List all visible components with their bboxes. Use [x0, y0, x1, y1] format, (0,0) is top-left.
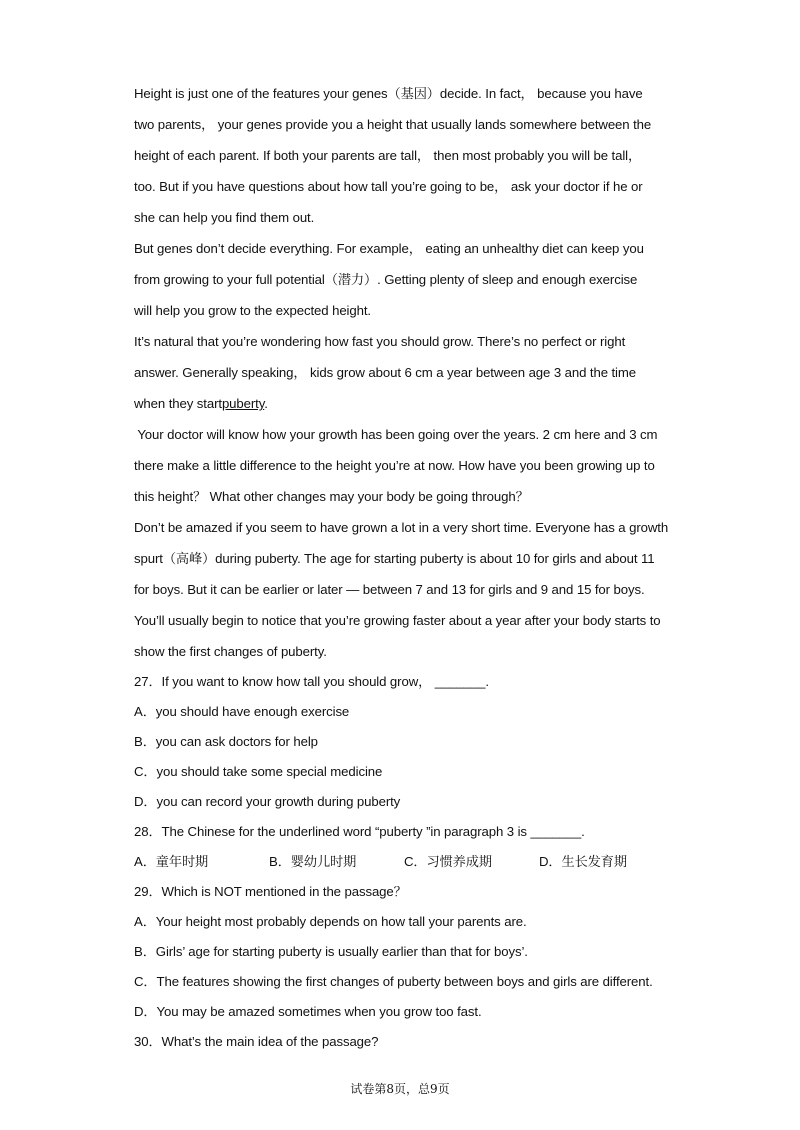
- answer-options-row: [134, 847, 674, 877]
- question-stem: 29．Which is NOT mentioned in the passage？: [134, 884, 407, 899]
- passage-line: from growing to your full potential（潜力）. Getting plenty of sleep and enough exercise: [134, 272, 638, 287]
- question-stem: 30．What’s the main idea of the passage?: [134, 1034, 379, 1049]
- question-30: [134, 1027, 674, 1057]
- passage-line: she can help you find them out.: [134, 210, 315, 225]
- passage-text: when they start: [134, 396, 222, 411]
- passage-line: spurt（高峰）during puberty. The age for starting puberty is about 10 for girls and about 11: [134, 551, 655, 566]
- answer-option-a: A．Your height most probably depends on how tall your parents are.: [134, 914, 527, 929]
- answer-option-a: A．you should have enough exercise: [134, 704, 350, 719]
- answer-option-a: A．童年时期: [134, 854, 209, 869]
- passage-line: this height？ What other changes may your body be going through？: [134, 489, 529, 504]
- page-footer: 试卷第8页，总9页: [350, 1082, 450, 1096]
- underlined-word-puberty: puberty: [221, 396, 265, 411]
- answer-option-b: B．you can ask doctors for help: [134, 734, 318, 749]
- question-28: [134, 817, 674, 877]
- passage-line: show the first changes of puberty.: [134, 644, 327, 659]
- passage-line: It’s natural that you’re wondering how fast you should grow. There’s no perfect or right: [134, 334, 626, 349]
- passage-paragraph-3: [134, 326, 674, 419]
- answer-option-d: D．生长发育期: [539, 854, 627, 869]
- passage-line: [134, 388, 674, 419]
- passage-line: will help you grow to the expected height.: [134, 303, 371, 318]
- passage-paragraph-2: [134, 233, 674, 326]
- passage-line: Height is just one of the features your genes（基因）decide. In fact， because you have: [134, 86, 643, 101]
- question-stem: 28．The Chinese for the underlined word “puberty ”in paragraph 3 is _______.: [134, 824, 585, 839]
- question-27: [134, 667, 674, 817]
- answer-option-b: B．婴幼儿时期: [269, 854, 357, 869]
- passage-line: Don’t be amazed if you seem to have grown a lot in a very short time. Everyone has a growth: [134, 520, 669, 535]
- passage-paragraph-5: [134, 512, 674, 667]
- answer-option-d: D．You may be amazed sometimes when you grow too fast.: [134, 1004, 482, 1019]
- passage-line: But genes don’t decide everything. For example， eating an unhealthy diet can keep you: [134, 241, 644, 256]
- passage-line: Your doctor will know how your growth has been going over the years. 2 cm here and 3 cm: [134, 427, 658, 442]
- passage-line: for boys. But it can be earlier or later — between 7 and 13 for girls and 9 and 15 for boys.: [134, 582, 645, 597]
- passage-text: .: [264, 396, 268, 411]
- answer-option-b: B．Girls’ age for starting puberty is usually earlier than that for boys’.: [134, 944, 528, 959]
- passage-line: too. But if you have questions about how tall you’re going to be， ask your doctor if he or: [134, 179, 643, 194]
- passage-line: You’ll usually begin to notice that you’re growing faster about a year after your body starts to: [134, 613, 661, 628]
- answer-option-c: C．The features showing the first changes of puberty between boys and girls are different.: [134, 974, 653, 989]
- passage-line: two parents， your genes provide you a height that usually lands somewhere between the: [134, 117, 652, 132]
- answer-option-c: C．习惯养成期: [404, 854, 492, 869]
- passage-paragraph-4: [134, 419, 674, 512]
- answer-option-c: C．you should take some special medicine: [134, 764, 383, 779]
- passage-line: height of each parent. If both your parents are tall， then most probably you will be tall，: [134, 148, 642, 163]
- exam-content: [134, 78, 674, 1057]
- passage-line: there make a little difference to the height you’re at now. How have you been growing up to: [134, 458, 655, 473]
- question-29: [134, 877, 674, 1027]
- answer-option-d: D．you can record your growth during puberty: [134, 794, 401, 809]
- question-stem: 27．If you want to know how tall you should grow， _______.: [134, 674, 489, 689]
- passage-paragraph-1: [134, 78, 674, 233]
- passage-line: answer. Generally speaking， kids grow about 6 cm a year between age 3 and the time: [134, 365, 637, 380]
